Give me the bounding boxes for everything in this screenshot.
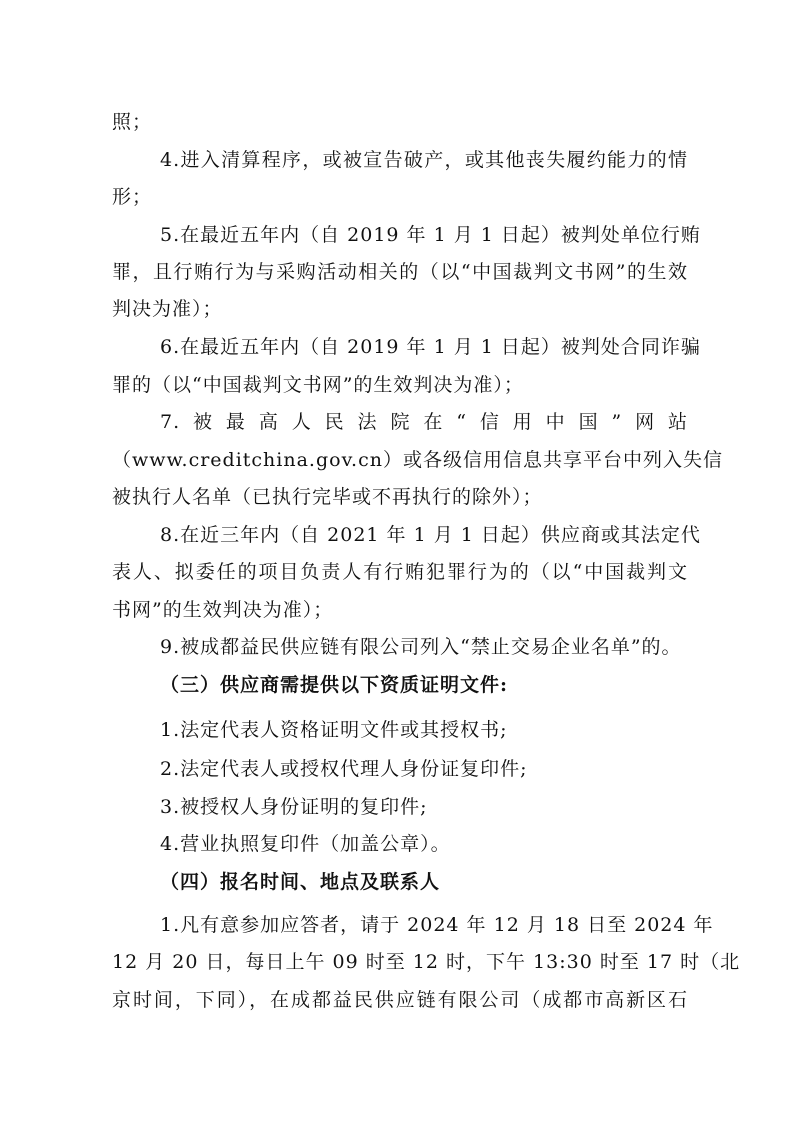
paragraph-line: （www.creditchina.gov.cn）或各级信用信息共享平台中列入失信 <box>112 449 723 471</box>
paragraph-line: 8.在近三年内（自 2021 年 1 月 1 日起）供应商或其法定代 <box>160 524 701 546</box>
paragraph-line: 1.凡有意参加应答者，请于 2024 年 12 月 18 日至 2024 年 <box>160 914 714 936</box>
paragraph-line: 2.法定代表人或授权代理人身份证复印件; <box>160 758 528 780</box>
paragraph-line: 表人、拟委任的项目负责人有行贿犯罪行为的（以“中国裁判文 <box>112 561 688 583</box>
section-heading: （四）报名时间、地点及联系人 <box>160 871 441 893</box>
paragraph-line: 京时间，下同），在成都益民供应链有限公司（成都市高新区石 <box>112 989 688 1011</box>
paragraph-line: 形； <box>112 186 153 208</box>
paragraph-line: 3.被授权人身份证明的复印件; <box>160 796 428 818</box>
paragraph-line: 4.营业执照复印件（加盖公章）。 <box>160 833 451 855</box>
paragraph-line: 1.法定代表人资格证明文件或其授权书; <box>160 719 508 741</box>
paragraph-line: 罪，且行贿行为与采购活动相关的（以“中国裁判文书网”的生效 <box>112 261 688 283</box>
paragraph-line: 被执行人名单（已执行完毕或不再执行的除外）； <box>112 486 543 508</box>
paragraph-line: 4.进入清算程序，或被宣告破产，或其他丧失履约能力的情 <box>160 149 688 171</box>
paragraph-line: 12 月 20 日，每日上午 09 时至 12 时，下午 13:30 时至 17 时（北 <box>112 951 741 973</box>
paragraph-line: 照； <box>112 111 153 133</box>
paragraph-line: 判决为准）； <box>112 298 223 320</box>
paragraph-line: 9.被成都益民供应链有限公司列入“禁止交易企业名单”的。 <box>160 636 682 658</box>
section-heading: （三）供应商需提供以下资质证明文件: <box>160 674 509 696</box>
paragraph-line: 5.在最近五年内（自 2019 年 1 月 1 日起）被判处单位行贿 <box>160 224 701 246</box>
paragraph-line: 6.在最近五年内（自 2019 年 1 月 1 日起）被判处合同诈骗 <box>160 336 701 358</box>
paragraph-line: 罪的（以“中国裁判文书网”的生效判决为准）； <box>112 374 524 396</box>
paragraph-line: 书网”的生效判决为准）； <box>112 599 334 621</box>
paragraph-line: 7.被最高人民法院在“信用中国”网站 <box>160 411 688 433</box>
